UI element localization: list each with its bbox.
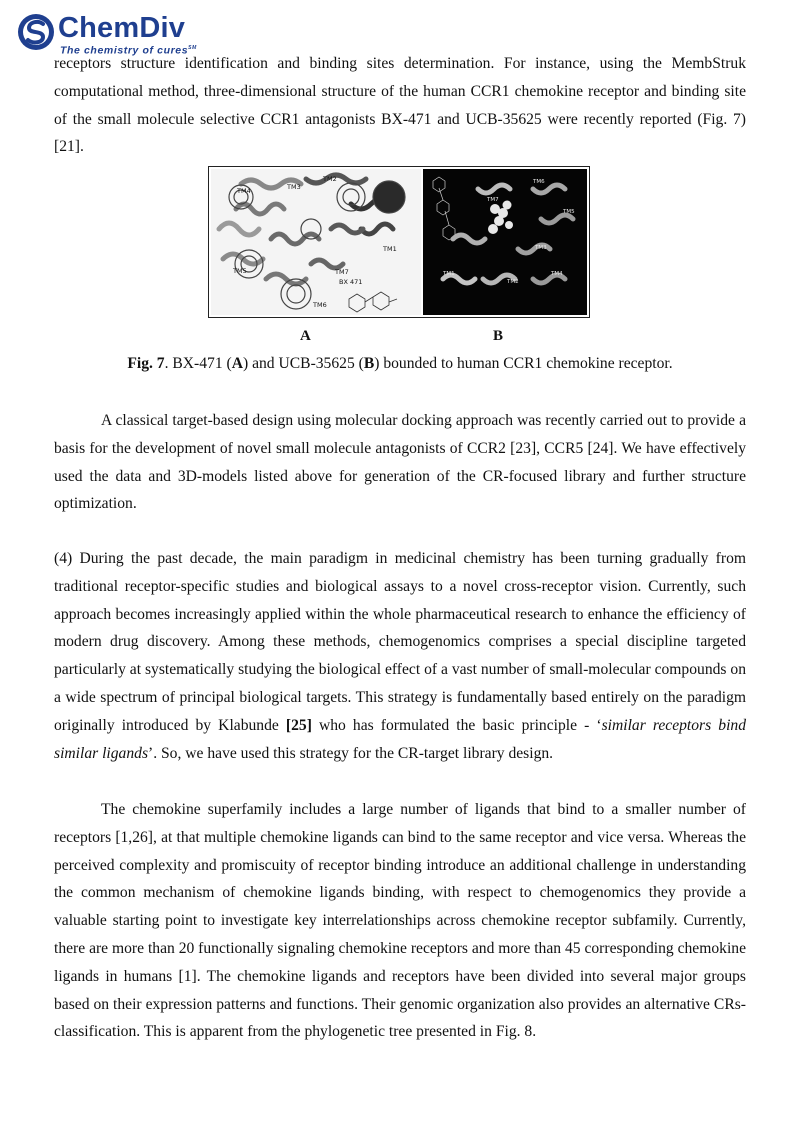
logo-name: ChemDiv — [58, 12, 186, 44]
chemdiv-emblem-icon — [16, 12, 56, 52]
tm4-label: TM4 — [237, 187, 251, 195]
tm2-label: TM2 — [323, 175, 337, 183]
caption-a: A — [231, 355, 243, 372]
b-tm3-label: TM3 — [535, 245, 547, 251]
b-tm7-label: TM7 — [487, 197, 499, 203]
caption-fig-number: Fig. 7 — [127, 355, 165, 372]
tm5-label: TM5 — [233, 267, 247, 275]
b-tm1-label: TM1 — [443, 271, 455, 277]
figure-label-a: A — [300, 328, 311, 344]
reference-25: [25] — [285, 716, 312, 734]
paragraph-3: (4) During the past decade, the main paradigm in medicinal chemistry has been turning gradually from traditional receptor-specific studies and biological assays to a novel cross-receptor vision. Currently, such approach becomes increasingly applied within the whole pharmaceutical research to enhance the efficiency of modern drug discovery. Among these methods, chemogenomics comprises a special discipline targeted particularly at systematically studying the biological effect of a vast number of small-molecular compounds on a wide spectrum of principal biological targets. This strategy is fundamentally based entirely on the paradigm originally introduced by Klabunde [25] who has formulated the basic principle - ‘similar receptors bind similar ligands’. So, we have used this strategy for the CR-target library design. — [54, 550, 746, 762]
paragraph-2: A classical target-based design using molecular docking approach was recently carried out to provide a basis for the development of novel small molecule antagonists of CCR2 [23], CCR5 [24]. We have effectively used the data and 3D-models listed above for generation of the CR-focused library and further structure optimization. — [54, 412, 746, 513]
figure-caption: Fig. 7. BX-471 (A) and UCB-35625 (B) bounded to human CCR1 chemokine receptor. — [127, 355, 673, 372]
panel-b-ccr1-ucb35625-image — [423, 169, 587, 315]
caption-b: B — [363, 355, 375, 372]
b-tm2-label: TM2 — [507, 279, 519, 285]
b-tm5-label: TM5 — [563, 209, 575, 215]
tm7-label: TM7 — [335, 268, 349, 276]
panel-a-ccr1-bx471-image — [211, 169, 421, 315]
service-mark: SM — [188, 45, 197, 51]
tm3-label: TM3 — [287, 183, 301, 191]
principle-quote: similar receptors bind similar ligands — [54, 716, 746, 762]
logo-tagline: The chemistry of cures℠ — [60, 44, 197, 57]
paragraph-4: The chemokine superfamily includes a large number of ligands that bind to a smaller number of receptors [1,26], at that multiple chemokine ligands can bind to the same receptor and vice versa. Whereas the perceived complexity and promiscuity of receptor binding introduce an additional challenge in understanding the common mechanism of chemokine ligands binding, with respect to chemogenomics they provide a valuable starting point to investigate key interrelationships across chemokine receptor subfamily. Currently, there are more than 20 functionally signaling chemokine receptors and more than 45 corresponding chemokine ligands in humans [1]. The chemokine ligands and receptors have been divided into several major groups based on their expression patterns and functions. Their genomic organization also provides an alternative CRs-classification. This is apparent from the phylogenetic tree presented in Fig. 8. — [54, 801, 746, 1041]
figure-7 — [208, 166, 590, 318]
figure-label-b: B — [493, 328, 504, 344]
tm1-label: TM1 — [383, 245, 397, 253]
b-tm4-label: TM4 — [551, 271, 563, 277]
b-tm6-label: TM6 — [533, 179, 545, 185]
paragraph-1: receptors structure identification and binding sites determination. For instance, using the MembStruk computational method, three-dimensional structure of the human CCR1 chemokine receptor and binding site of the small molecule selective CCR1 antagonists BX-471 and UCB-35625 were recently reported (Fig. 7) [21]. — [54, 55, 746, 156]
tm6-label: TM6 — [313, 301, 327, 309]
bx471-label: BX 471 — [339, 278, 363, 286]
